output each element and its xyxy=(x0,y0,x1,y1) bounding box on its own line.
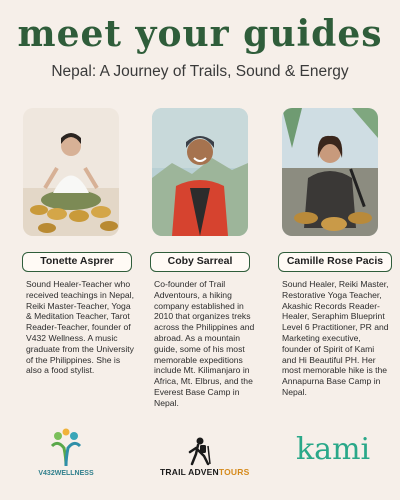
guide-name-coby: Coby Sarreal xyxy=(150,252,250,272)
guide-bio-coby: Co-founder of Trail Adventours, a hiking company established in 2010 that organizes treks across the Philippines and abroad. As a mountain guide, some of his most memorable expeditions include Mt. Kilimanjaro in Africa, Mt. Elbrus, and the Everest Base Camp in Nepal. xyxy=(154,279,255,408)
kami-logo: kami xyxy=(296,432,371,467)
page-title: meet your guides xyxy=(17,13,383,55)
guide-photo-camille xyxy=(282,108,378,236)
sound-healer-photo-icon xyxy=(282,108,378,236)
meditation-photo-icon xyxy=(23,108,119,236)
page-subtitle: Nepal: A Journey of Trails, Sound & Energy xyxy=(51,63,349,80)
trail-adventours-logo-text-b: TOURS xyxy=(218,467,250,477)
guide-photo-coby xyxy=(152,108,248,236)
guide-name-camille: Camille Rose Pacis xyxy=(278,252,392,272)
guide-photo-tonette xyxy=(23,108,119,236)
v432-wellness-logo-text: V432WELLNESS xyxy=(38,470,94,477)
guide-name-tonette: Tonette Asprer xyxy=(22,252,132,272)
mountain-guide-photo-icon xyxy=(152,108,248,236)
trail-adventours-logo-text xyxy=(160,467,250,477)
guide-bio-tonette: Sound Healer-Teacher who received teachings in Nepal, Reiki Master-Teacher, Yoga & Meditation Teacher, Tarot Reader-Teacher, founder of V432 Wellness. A music graduate from the University of the Philippines. She is also a food stylist. xyxy=(26,279,134,376)
trail-adventours-logo-text-a: TRAIL ADVEN xyxy=(160,467,219,477)
guide-bio-camille: Sound Healer, Reiki Master, Restorative Yoga Teacher, Akashic Records Reader-Healer, Seraphim Blueprint Level 6 Practitioner, PR and Marketing executive, founder of Spirit of Kami and Hi Beautiful PH. Her most memorable hike is the Annapurna Base Camp in Nepal. xyxy=(282,279,389,397)
v432-wellness-logo-icon xyxy=(44,428,88,468)
hiker-logo-icon xyxy=(186,436,216,466)
